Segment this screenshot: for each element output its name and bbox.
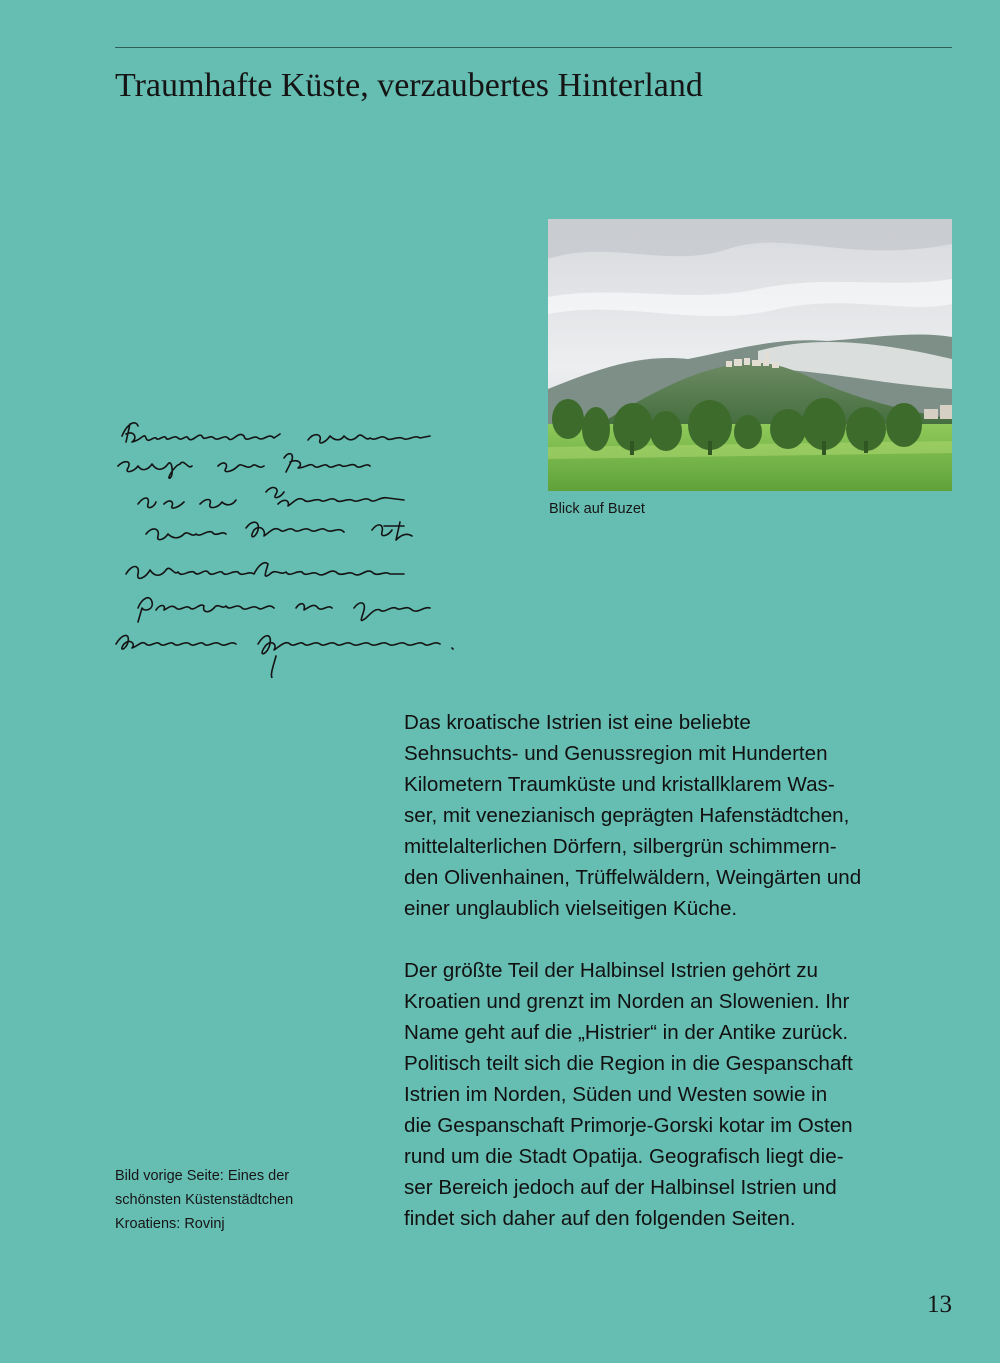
body-line: Istrien im Norden, Süden und Westen sowie in (404, 1083, 828, 1106)
side-caption (115, 1164, 375, 1236)
side-caption-line: Bild vorige Seite: Eines der (115, 1168, 290, 1184)
handwritten-signature-icon (108, 412, 468, 678)
body-line: Der größte Teil der Halbinsel Istrien gehört zu (404, 959, 818, 982)
body-line: den Olivenhainen, Trüffelwäldern, Weingärten und (404, 866, 862, 889)
photo-buzet (548, 219, 952, 491)
handwritten-quote (108, 412, 468, 678)
body-line: Name geht auf die „Histrier“ in der Antike zurück. (404, 1021, 849, 1044)
side-caption-line: Kroatiens: Rovinj (115, 1216, 225, 1232)
body-line: einer unglaublich vielseitigen Küche. (404, 897, 738, 920)
side-caption-line: schönsten Küstenstädtchen (115, 1192, 294, 1208)
body-line: ser, mit venezianisch geprägten Hafenstädtchen, (404, 804, 850, 827)
page-title: Traumhafte Küste, verzaubertes Hinterland (115, 67, 703, 104)
body-line: mittelalterlichen Dörfern, silbergrün schimmern- (404, 835, 837, 858)
photo-caption: Blick auf Buzet (549, 501, 645, 517)
body-line: findet sich daher auf den folgenden Seiten. (404, 1207, 796, 1230)
body-line: rund um die Stadt Opatija. Geografisch liegt die- (404, 1145, 844, 1168)
body-line: Kroatien und grenzt im Norden an Slowenien. Ihr (404, 990, 850, 1013)
body-paragraph-2 (404, 955, 954, 1234)
landscape-photo-icon (548, 219, 952, 491)
body-line: die Gespanschaft Primorje-Gorski kotar im Osten (404, 1114, 853, 1137)
body-line: ser Bereich jedoch auf der Halbinsel Istrien und (404, 1176, 837, 1199)
body-paragraph-1 (404, 707, 954, 924)
page-number: 13 (927, 1291, 952, 1318)
body-line: Sehnsuchts- und Genussregion mit Hunderten (404, 742, 828, 765)
body-line: Politisch teilt sich die Region in die Gespanschaft (404, 1052, 853, 1075)
header-rule (115, 47, 952, 48)
body-line: Das kroatische Istrien ist eine beliebte (404, 711, 751, 734)
body-text (404, 707, 954, 1265)
body-line: Kilometern Traumküste und kristallklarem Was- (404, 773, 835, 796)
